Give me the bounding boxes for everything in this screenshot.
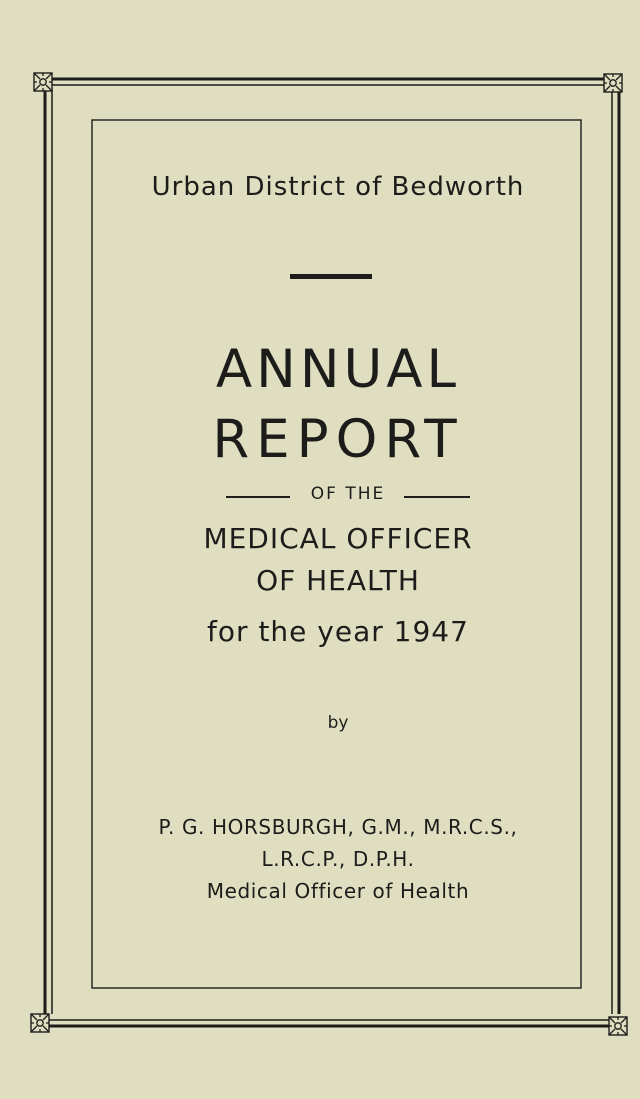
corner-ornament-icon [604,74,622,92]
left-dash-divider [226,496,290,498]
district-name: Urban District of Bedworth [151,172,525,202]
author-qualifications: L.R.C.P., D.P.H. [261,847,415,871]
by-label: by [327,713,349,733]
corner-ornament-icon [34,73,52,91]
officer-title-line-2: OF HEALTH [256,564,420,597]
of-the-row [226,484,470,508]
title-divider [290,274,372,279]
title-annual: ANNUAL [215,339,461,400]
corner-ornament-icon [31,1014,49,1032]
author-name: P. G. HORSBURGH, G.M., M.R.C.S., [158,815,518,839]
title-report: REPORT [212,409,464,470]
corner-ornament-icon [609,1017,627,1035]
officer-title-line-1: MEDICAL OFFICER [203,522,473,555]
of-the-label: OF THE [310,484,386,504]
author-role: Medical Officer of Health [206,879,470,903]
right-dash-divider [404,496,470,498]
report-year: for the year 1947 [207,615,469,648]
